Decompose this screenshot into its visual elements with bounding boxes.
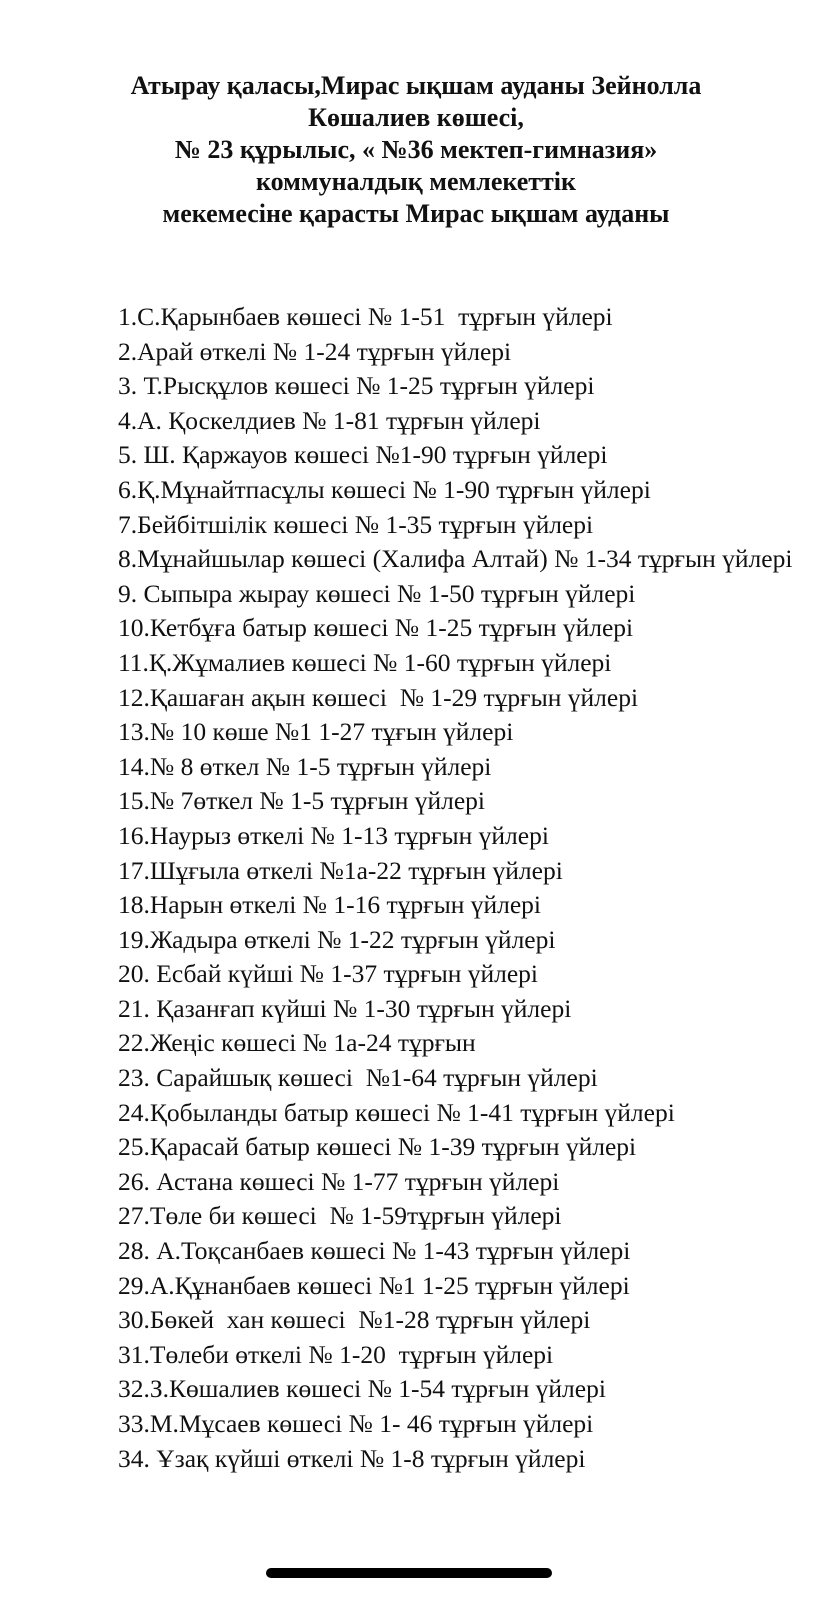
list-item: 1.С.Қарынбаев көшесі № 1-51 тұрғын үйлері — [118, 302, 613, 331]
list-item: 27.Төле би көшесі № 1-59тұрғын үйлері — [118, 1201, 562, 1231]
list-item: 33.М.Мұсаев көшесі № 1- 46 тұрғын үйлері — [118, 1409, 594, 1438]
list-item: 16.Наурыз өткелі № 1-13 тұрғын үйлері — [118, 820, 549, 850]
title-line-3: № 23 құрылыс, « №36 мектеп-гимназия» — [174, 135, 658, 164]
title-line-4: коммуналдық мемлекеттік — [256, 167, 576, 196]
title-line-5: мекемесіне қарасты Мирас ықшам ауданы — [162, 199, 670, 228]
list-item: 11.Қ.Жұмалиев көшесі № 1-60 тұрғын үйлері — [118, 647, 612, 677]
list-item: 21. Қазанғап күйші № 1-30 тұрғын үйлері — [118, 993, 572, 1023]
list-item: 13.№ 10 көше №1 1-27 тұғын үйлері — [118, 717, 514, 747]
list-item: 7.Бейбітшілік көшесі № 1-35 тұрғын үйлері — [118, 509, 594, 539]
list-item: 9. Сыпыра жырау көшесі № 1-50 тұрғын үйлері — [118, 578, 636, 608]
list-item: 22.Жеңіс көшесі № 1а-24 тұрғын — [118, 1028, 476, 1058]
list-item: 23. Сарайшық көшесі №1-64 тұрғын үйлері — [118, 1063, 598, 1093]
title-line-2: Көшалиев көшесі, — [308, 103, 524, 132]
title-line-1: Атырау қаласы,Мирас ықшам ауданы Зейнолла — [130, 71, 702, 100]
list-item: 20. Есбай күйші № 1-37 тұрғын үйлері — [118, 959, 539, 989]
list-item: 18.Нарын өткелі № 1-16 тұрғын үйлері — [118, 890, 542, 920]
list-item: 34. Ұзақ күйші өткелі № 1-8 тұрғын үйлері — [118, 1443, 586, 1473]
list-item: 10.Кетбұға батыр көшесі № 1-25 тұрғын үйлері — [118, 613, 634, 643]
list-item: 30.Бөкей хан көшесі №1-28 тұрғын үйлері — [118, 1305, 591, 1335]
list-item: 25.Қарасай батыр көшесі № 1-39 тұрғын үйлері — [118, 1132, 637, 1162]
list-item: 32.З.Көшалиев көшесі № 1-54 тұрғын үйлері — [118, 1374, 606, 1404]
document-title — [40, 70, 792, 230]
list-item: 4.А. Қоскелдиев № 1-81 тұрғын үйлері — [118, 405, 541, 435]
list-item: 15.№ 7өткел № 1-5 тұрғын үйлері — [118, 786, 485, 816]
list-item: 8.Мұнайшылар көшесі (Халифа Алтай) № 1-34 тұрғын үйлері — [118, 544, 793, 574]
list-item: 3. Т.Рысқұлов көшесі № 1-25 тұрғын үйлері — [118, 371, 595, 401]
list-item: 12.Қашаған ақын көшесі № 1-29 тұрғын үйлері — [118, 682, 639, 712]
list-item: 29.А.Құнанбаев көшесі №1 1-25 тұрғын үйлері — [118, 1270, 630, 1300]
list-item: 14.№ 8 өткел № 1-5 тұрғын үйлері — [118, 751, 492, 781]
list-item: 19.Жадыра өткелі № 1-22 тұрғын үйлері — [118, 924, 556, 954]
home-indicator[interactable] — [266, 1568, 552, 1578]
list-item: 28. А.Тоқсанбаев көшесі № 1-43 тұрғын үйлері — [118, 1236, 631, 1266]
street-list — [118, 300, 798, 1476]
list-item: 5. Ш. Қаржауов көшесі №1-90 тұрғын үйлері — [118, 440, 608, 470]
list-item: 24.Қобыланды батыр көшесі № 1-41 тұрғын үйлері — [118, 1097, 675, 1127]
list-item: 6.Қ.Мұнайтпасұлы көшесі № 1-90 тұрғын үйлері — [118, 474, 651, 504]
list-item: 17.Шұғыла өткелі №1а-22 тұрғын үйлері — [118, 855, 563, 885]
list-item: 26. Астана көшесі № 1-77 тұрғын үйлері — [118, 1166, 560, 1196]
list-item: 31.Төлеби өткелі № 1-20 тұрғын үйлері — [118, 1339, 554, 1369]
list-item: 2.Арай өткелі № 1-24 тұрғын үйлері — [118, 336, 512, 366]
